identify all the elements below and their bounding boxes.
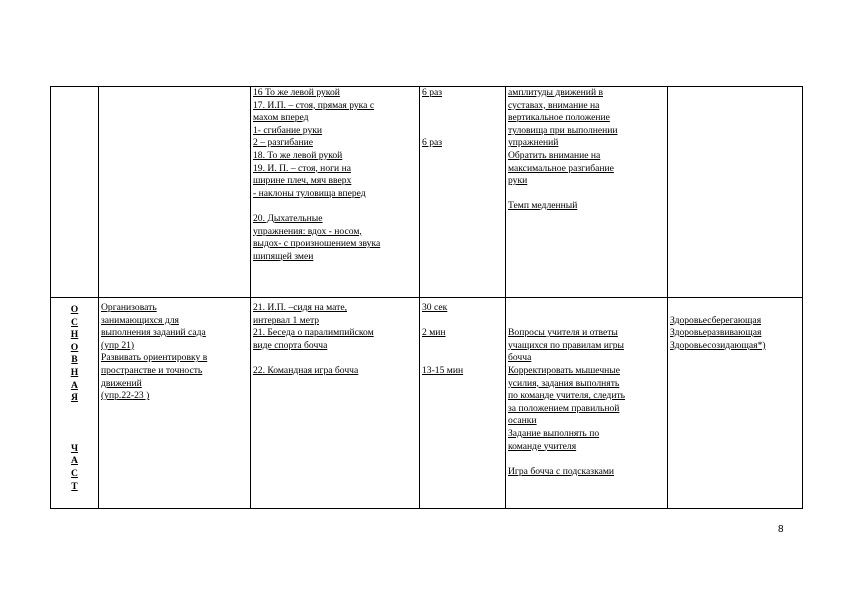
methods-cell	[506, 298, 668, 509]
exercise-line: выдох- с произношением звука	[253, 238, 381, 250]
technology-line: Здоровьесберегающая	[670, 314, 762, 326]
task-line: Развивать ориентировку в	[101, 352, 208, 364]
dosage-value: 2 мин	[422, 327, 446, 339]
method-line: бочча	[508, 352, 532, 364]
exercise-line: - наклоны туловища вперед	[253, 187, 366, 199]
exercise-line: виде спорта бочча	[253, 339, 328, 351]
method-line: Задание выполнять по	[508, 427, 600, 439]
section-letter: Я	[71, 392, 78, 404]
dosage-value: 6 раз	[422, 137, 443, 149]
task-line: пространстве и точность	[101, 364, 203, 376]
dosage-cell	[420, 87, 506, 298]
technologies-cell	[668, 87, 803, 298]
exercise-line: махом вперед	[253, 112, 309, 124]
method-line: амплитуды движений в	[508, 87, 604, 98]
section-letter: Т	[71, 480, 78, 492]
methods-cell	[506, 87, 668, 298]
task-line: Организовать	[101, 302, 157, 313]
exercise-line: 20. Дыхательные	[253, 212, 323, 224]
section-letter: Н	[70, 366, 79, 378]
method-line: Вопросы учителя и ответы	[508, 327, 618, 339]
lesson-plan-table	[50, 86, 803, 509]
section-letter: О	[70, 304, 79, 315]
exercise-line: 19. И. П. – стоя, ноги на	[253, 162, 351, 174]
dosage-cell	[420, 298, 506, 509]
exercise-line: 18. То же левой рукой	[253, 149, 343, 161]
tasks-cell	[99, 298, 251, 509]
exercise-line: 16 То же левой рукой	[253, 87, 340, 98]
dosage-value: 6 раз	[422, 87, 443, 98]
method-line: Корректировать мышечные	[508, 364, 620, 376]
task-line: (упр 21)	[101, 339, 135, 351]
exercise-line: 1- сгибание руки	[253, 124, 323, 136]
section-letter: С	[71, 467, 78, 479]
exercise-line: 2 – разгибание	[253, 137, 313, 149]
section-letter: А	[71, 455, 78, 467]
section-letter: С	[71, 316, 78, 328]
method-line: команде учителя	[508, 440, 577, 452]
section-label	[51, 298, 99, 509]
method-line: осанки	[508, 415, 537, 427]
exercise-line: ширине плеч, мяч вверх	[253, 175, 352, 187]
task-line: занимающихся для	[101, 314, 179, 326]
section-letter: Ч	[70, 442, 79, 454]
exercise-line: упражнения: вдох - носом,	[253, 225, 362, 237]
exercise-line: шипящей змеи	[253, 250, 314, 262]
exercises-cell	[251, 298, 420, 509]
tasks-cell	[99, 87, 251, 298]
method-line: руки	[508, 175, 528, 187]
exercises-cell	[251, 87, 420, 298]
technology-line: Здоровьеразвивающая	[670, 327, 762, 339]
method-line: учащихся по правилам игры	[508, 339, 625, 351]
table-row	[51, 87, 803, 298]
section-letter: Н	[70, 329, 79, 341]
method-line: Игра бочча с подсказками	[508, 465, 615, 477]
exercise-line: интервал 1 метр	[253, 314, 320, 326]
dosage-value: 30 сек	[422, 302, 448, 313]
section-cell	[51, 87, 99, 298]
method-line: максимальное разгибание	[508, 162, 614, 174]
task-line: выполнения заданий сада	[101, 327, 206, 339]
section-letter: А	[71, 379, 78, 391]
method-line: вертикальное положение	[508, 112, 610, 124]
dosage-value: 13-15 мин	[422, 364, 464, 376]
method-line: по команде учителя, следить	[508, 390, 626, 402]
table-row	[51, 298, 803, 509]
task-line: (упр.22-23 )	[101, 390, 150, 402]
method-line: за положением правильной	[508, 402, 620, 414]
technologies-cell	[668, 298, 803, 509]
exercise-line: 21. И.П. –сидя на мате,	[253, 302, 347, 313]
technology-line: Здоровьесозидающая*)	[670, 339, 766, 351]
section-letter: О	[70, 341, 79, 353]
task-line: движений	[101, 377, 142, 389]
method-line: Темп медленный	[508, 200, 578, 212]
method-line: усилия, задания выполнять	[508, 377, 620, 389]
method-line: туловища при выполнении	[508, 124, 618, 136]
exercise-line: 22. Командная игра бочча	[253, 364, 359, 376]
method-line: упражнений	[508, 137, 559, 149]
method-line: Обратить внимание на	[508, 149, 601, 161]
section-letter: В	[71, 354, 78, 366]
method-line: суставах, внимание на	[508, 99, 600, 111]
exercise-line: 21. Беседа о паралимпийском	[253, 327, 374, 339]
exercise-line: 17. И.П. – стоя, прямая рука с	[253, 99, 375, 111]
page-number: 8	[778, 524, 784, 535]
